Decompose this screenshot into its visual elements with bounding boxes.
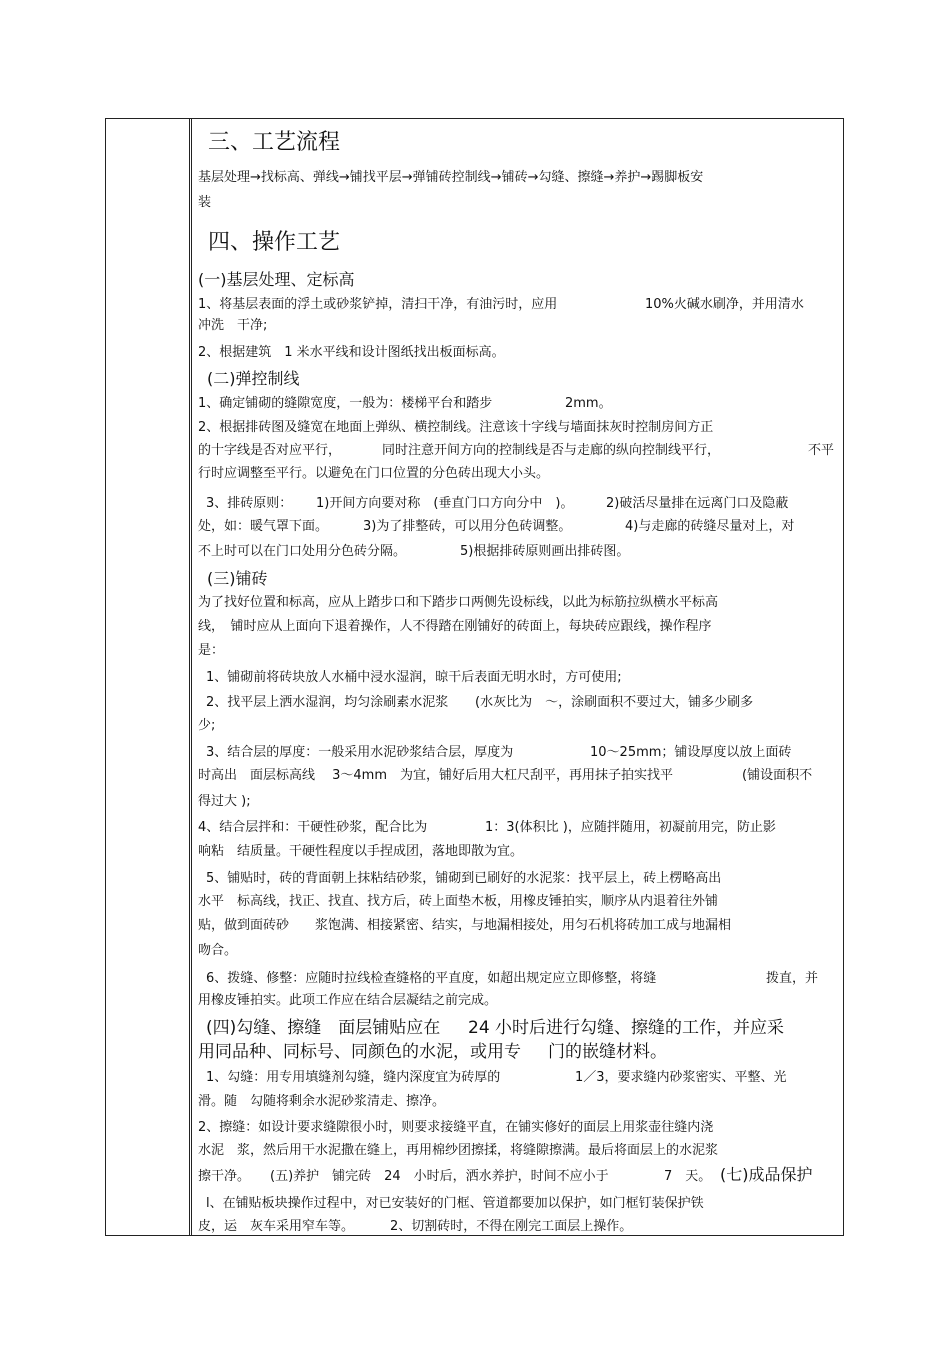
subsection-4-heading: 用同品种、同标号、同颜色的水泥，或用专 (198, 1042, 521, 1062)
text-line: 1：3(体积比 )，应随拌随用，初凝前用完，防止影 (485, 820, 776, 835)
text-line: 少; (198, 718, 216, 733)
text-line: 得过大 ); (198, 794, 251, 809)
section-4-title: 四、操作工艺 (208, 230, 341, 255)
text-line: 行时应调整至平行。以避免在门口位置的分色砖出现大小头。 (198, 466, 550, 481)
text-line: 7 天。 (664, 1169, 712, 1184)
text-line: 4)与走廊的砖缝尽量对上，对 (625, 519, 795, 534)
text-line: 贴，做到面砖砂 浆饱满、相接紧密、结实，与地漏相接处，用匀石机将砖加工成与地漏相 (198, 918, 732, 933)
text-line: 3)为了排整砖，可以用分色砖调整。 (363, 519, 572, 534)
text-line: 2)破活尽量排在远离门口及隐蔽 (606, 496, 789, 511)
text-line: (铺设面积不 (742, 768, 813, 783)
subsection-4-heading: (四)勾缝、擦缝 面层铺贴应在 (206, 1018, 441, 1038)
subsection-7-title: (七)成品保护 (720, 1165, 813, 1184)
text-line: 2、找平层上洒水湿润，均匀涂刷素水泥浆 (206, 695, 449, 710)
text-line: 水泥 浆，然后用干水泥撒在缝上，再用棉纱团擦揉，将缝隙擦满。最后将面层上的水泥浆 (198, 1143, 719, 1158)
text-line: 1、勾缝：用专用填缝剂勾缝，缝内深度宜为砖厚的 (206, 1070, 501, 1085)
text-line: 皮，运 灰车采用窄车等。 (198, 1219, 355, 1234)
text-line: 2、擦缝：如设计要求缝隙很小时，则要求接缝平直，在铺实修好的面层上用浆壶往缝内浇 (198, 1120, 714, 1135)
text-line: 同时注意开间方向的控制线是否与走廊的纵向控制线平行， (382, 443, 721, 458)
text-line: 的十字线是否对应平行， (198, 443, 342, 458)
process-flow: 基层处理→找标高、弹线→铺找平层→弹铺砖控制线→铺砖→勾缝、擦缝→养护→踢脚板安 (198, 170, 704, 185)
text-line: 2、根据排砖图及缝宽在地面上弹纵、横控制线。注意该十字线与墙面抹灰时控制房间方正 (198, 420, 714, 435)
text-line: 6、拨缝、修整：应随时拉线检查缝格的平直度，如超出规定应立即修整，将缝 (206, 971, 657, 986)
text-line: 水平 标高线，找正、找直、找方后，砖上面垫木板，用橡皮锤拍实，顺序从内退着往外铺 (198, 894, 719, 909)
subsection-4-heading: 门的嵌缝材料。 (548, 1042, 667, 1062)
text-line: l、在铺贴板块操作过程中，对已安装好的门框、管道都要加以保护，如门框钉装保护铁 (206, 1196, 704, 1211)
text-line: 不上时可以在门口处用分色砖分隔。 (198, 544, 407, 559)
text-line: 3、结合层的厚度：一般采用水泥砂浆结合层，厚度为 (206, 745, 514, 760)
text-line: (五)养护 铺完砖 24 小时后，洒水养护，时间不应小于 (270, 1169, 609, 1184)
process-flow-cont: 装 (198, 195, 212, 210)
text-line: 不平 (808, 443, 835, 458)
text-line: 滑。随 勾随将剩余水泥砂浆清走、擦净。 (198, 1094, 446, 1109)
section-3-title: 三、工艺流程 (208, 130, 341, 155)
text-line: 2、切割砖时，不得在刚完工面层上操作。 (390, 1219, 633, 1234)
text-line: 4、结合层拌和：干硬性砂浆，配合比为 (198, 820, 428, 835)
text-line: 是： (198, 643, 225, 658)
text-line: 1、确定铺砌的缝隙宽度，一般为：楼梯平台和踏步 (198, 396, 493, 411)
text-line: 处，如：暖气罩下面。 (198, 519, 329, 534)
text-line: 擦干净。 (198, 1169, 251, 1184)
text-line: 吻合。 (198, 943, 238, 958)
subsection-2-title: (二)弹控制线 (207, 369, 300, 388)
text-line: 10%火碱水刷净，并用清水 (645, 297, 804, 312)
text-line: 时高出 面层标高线 3～4mm 为宜，铺好后用大杠尺刮平，再用抹子拍实找平 (198, 768, 674, 783)
text-line: 用橡皮锤拍实。此项工作应在结合层凝结之前完成。 (198, 993, 498, 1008)
subsection-4-heading: 24 小时后进行勾缝、擦缝的工作，并应采 (468, 1018, 785, 1038)
subsection-1-title: (一)基层处理、定标高 (198, 270, 355, 289)
text-line: 拨直，并 (766, 971, 819, 986)
text-line: (水灰比为 ～，涂刷面积不要过大，铺多少刷多 (475, 695, 754, 710)
text-line: 线， 铺时应从上面向下退着操作，人不得踏在刚铺好的砖面上，每块砖应跟线，操作程序 (198, 619, 712, 634)
text-line: 2mm。 (565, 396, 612, 411)
text-line: 5)根据排砖原则画出排砖图。 (460, 544, 630, 559)
text-line: 为了找好位置和标高，应从上踏步口和下踏步口两侧先设标线，以此为标筋拉纵横水平标高 (198, 595, 719, 610)
text-line: 10～25mm；铺设厚度以放上面砖 (590, 745, 792, 760)
text-line: 1)开间方向要对称 (垂直门口方向分中 )。 (316, 496, 574, 511)
column-divider (189, 118, 192, 1236)
text-line: 1／3，要求缝内砂浆密实、平整、光 (575, 1070, 787, 1085)
text-line: 3、排砖原则： (206, 496, 293, 511)
text-line: 响粘 结质量。干硬性程度以手捏成团，落地即散为宜。 (198, 844, 524, 859)
text-line: 5、铺贴时，砖的背面朝上抹粘结砂浆，铺砌到已刷好的水泥浆：找平层上，砖上楞略高出 (206, 871, 722, 886)
text-line: 1、将基层表面的浮土或砂浆铲掉，清扫干净，有油污时，应用 (198, 297, 558, 312)
text-line: 1、铺砌前将砖块放人水桶中浸水湿润，晾干后表面无明水时，方可使用; (206, 670, 622, 685)
text-line: 2、根据建筑 1 米水平线和设计图纸找出板面标高。 (198, 345, 505, 360)
text-line: 冲洗 干净; (198, 318, 268, 333)
subsection-3-title: (三)铺砖 (207, 569, 268, 588)
